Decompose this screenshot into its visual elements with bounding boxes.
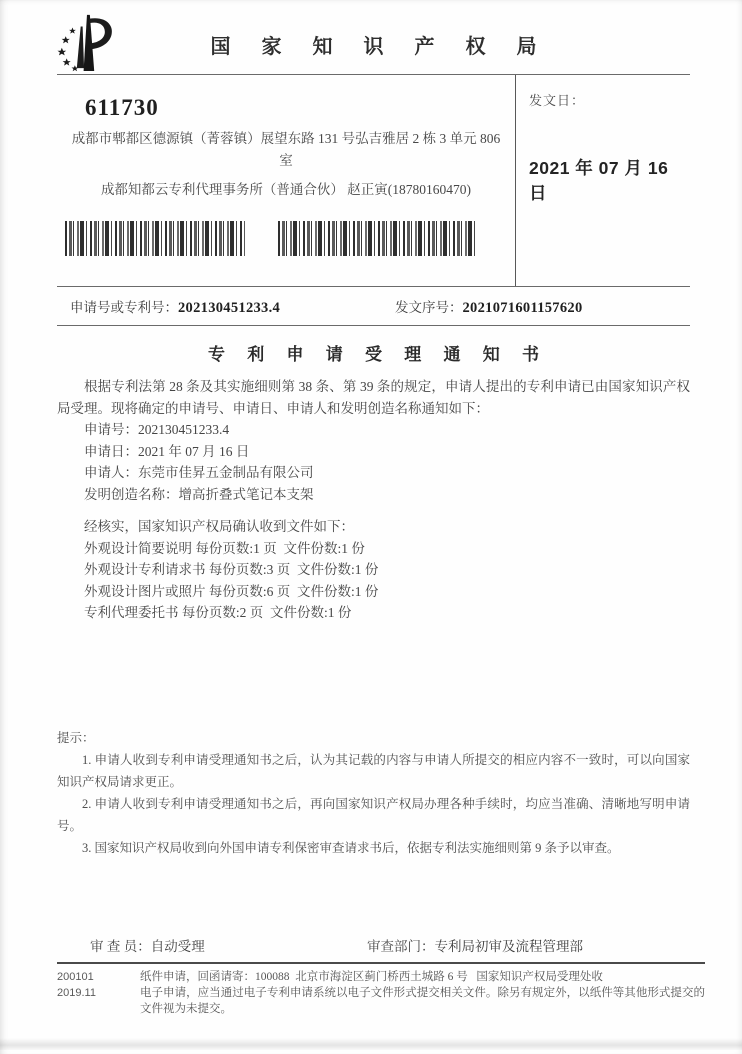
- field-application-number: 申请号：202130451233.4: [84, 422, 230, 437]
- document-footer: [57, 962, 705, 1017]
- footer-efiling-line: 电子申请，应当通过电子专利申请系统以电子文件形式提交相关文件。除另有规定外，以纸件等其他形式提交的文件视为未提交。: [140, 987, 705, 1015]
- notice-title: 专 利 申 请 受 理 通 知 书: [208, 345, 548, 364]
- field-invention-title: 发明创造名称：增高折叠式笔记本支架: [84, 486, 314, 502]
- star-icon: [62, 36, 70, 43]
- barcode: [278, 221, 476, 256]
- application-number-value: 202130451233.4: [178, 300, 281, 316]
- logo-stroke: [84, 15, 95, 71]
- tip-item: 3. 国家知识产权局收到向外国申请专利保密审查请求书后，依据专利法实施细则第 9 条予以审查。: [82, 840, 620, 855]
- footer-form-code: 200101: [57, 971, 94, 983]
- star-icon: [63, 58, 71, 65]
- issue-date-label: 发文日：: [529, 93, 586, 108]
- received-doc-line: 专利代理委托书 每份页数:2 页 文件份数:1 份: [84, 605, 352, 620]
- office-name: 国 家 知 识 产 权 局: [210, 36, 550, 58]
- issue-date-box: [515, 75, 690, 286]
- tip-item: 2. 申请人收到专利申请受理通知书之后，再向国家知识产权局办理各种手续时，均应当准确、清晰地写明申请号。: [57, 796, 690, 833]
- examiner-pair: [57, 935, 367, 955]
- examiner-label: 审 查 员：: [90, 938, 151, 954]
- received-doc-line: 外观设计简要说明 每份页数:1 页 文件份数:1 份: [84, 540, 365, 556]
- document-content: [57, 0, 690, 955]
- application-number-row: [57, 287, 690, 326]
- tips-label: 提示：: [57, 730, 95, 745]
- tips-section: [57, 727, 690, 859]
- footer-paper-filing-line: 纸件申请，回函请寄：100088 北京市海淀区蓟门桥西土城路 6 号 国家知识产权局受理处收: [140, 971, 603, 983]
- field-applicant: 申请人：东莞市佳昇五金制品有限公司: [84, 465, 314, 480]
- received-doc-line: 外观设计图片或照片 每份页数:6 页 文件份数:1 份: [84, 583, 379, 599]
- received-documents-block: [57, 516, 690, 624]
- footer-version-code: 2019.11: [57, 987, 96, 999]
- mailing-label-area: [57, 75, 515, 286]
- postal-code: 611730: [85, 95, 159, 120]
- footer-grid: [57, 969, 705, 1017]
- field-filing-date: 申请日：2021 年 07 月 16 日: [84, 443, 250, 459]
- received-doc-line: 外观设计专利请求书 每份页数:3 页 文件份数:1 份: [84, 562, 379, 577]
- star-icon: [57, 48, 66, 56]
- serial-number-value: 2021071601157620: [462, 300, 583, 316]
- application-number-pair: [70, 296, 395, 317]
- department-value: 专利局初审及流程管理部: [434, 938, 583, 954]
- serial-number-pair: [395, 296, 583, 317]
- star-icon: [69, 28, 76, 34]
- mailing-section: [57, 75, 690, 287]
- logo-bowl: [89, 18, 112, 49]
- tip-item: 1. 申请人收到专利申请受理通知书之后，认为其记载的内容与申请人所提交的相应内容不一致时，可以向国家知识产权局请求更正。: [57, 752, 690, 789]
- application-number-label: 申请号或专利号：: [70, 300, 178, 315]
- signoff-row: [57, 935, 690, 955]
- serial-number-label: 发文序号：: [395, 300, 463, 315]
- agent-line: 成都知都云专利代理事务所（普通合伙） 赵正寅(18780160470): [100, 182, 472, 197]
- department-label: 审查部门：: [367, 938, 435, 954]
- received-intro: 经核实，国家知识产权局确认收到文件如下：: [84, 519, 354, 534]
- recipient-address-block: [66, 128, 506, 201]
- notice-intro-paragraph: 根据专利法第 28 条及其实施细则第 38 条、第 39 条的规定，申请人提出的专利申请已由国家知识产权局受理。现将确定的申请号、申请日、申请人和发明创造名称通知如下：: [57, 379, 690, 416]
- logo-stroke: [77, 27, 84, 69]
- examiner-value: 自动受理: [150, 938, 205, 954]
- department-pair: [367, 935, 583, 955]
- document-header: [57, 0, 690, 75]
- barcode-row: [65, 221, 515, 256]
- issue-date-value: 2021 年 07 月 16 日: [529, 158, 669, 203]
- cnipa-logo: [57, 12, 115, 72]
- recipient-address: 成都市郫都区德源镇（菁蓉镇）展望东路 131 号弘吉雅居 2 栋 3 单元 806 室: [71, 131, 501, 168]
- application-fields: [57, 419, 690, 505]
- barcode: [65, 221, 245, 256]
